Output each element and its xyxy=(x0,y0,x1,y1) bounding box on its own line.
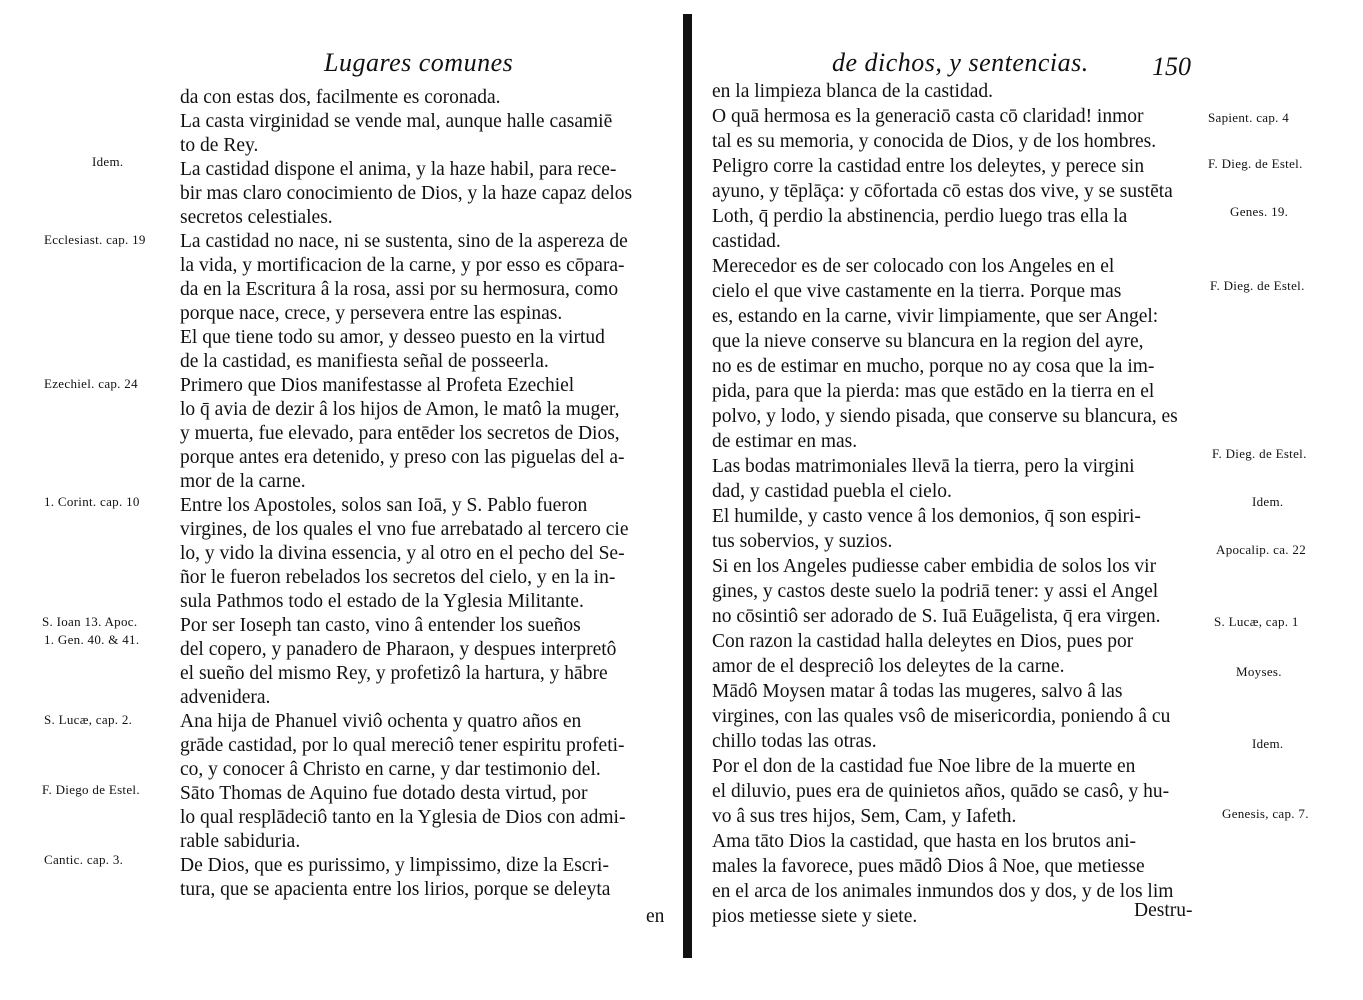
text-line: ayuno, y tēplāça: y cōfortada cō estas dos vive, y se sustēta xyxy=(712,181,1173,202)
text-line: en la limpieza blanca de la castidad. xyxy=(712,81,993,102)
margin-note: F. Dieg. de Estel. xyxy=(1210,278,1305,293)
text-line: Ana hija de Phanuel viviô ochenta y quatro años en xyxy=(180,711,582,732)
text-line: lo q̄ avia de dezir â los hijos de Amon, le matô la muger, xyxy=(180,399,620,420)
text-line: el sueño del mismo Rey, y profetizô la hartura, y hābre xyxy=(180,663,608,684)
page-number: 150 xyxy=(1152,52,1191,81)
text-line: dad, y castidad puebla el cielo. xyxy=(712,481,952,502)
text-line: cielo el que vive castamente en la tierra. Porque mas xyxy=(712,281,1122,302)
text-line: vo â sus tres hijos, Sem, Cam, y Iafeth. xyxy=(712,806,1017,827)
text-line: el diluvio, pues era de quinietos años, quādo se casô, y hu- xyxy=(712,781,1170,802)
text-line: lo qual resplādeciô tanto en la Yglesia de Dios con admi- xyxy=(180,807,626,828)
margin-note: S. Lucæ, cap. 1 xyxy=(1214,614,1299,629)
text-line: La castidad no nace, ni se sustenta, sino de la aspereza de xyxy=(180,231,628,252)
text-line: De Dios, que es purissimo, y limpissimo, dize la Escri- xyxy=(180,855,609,876)
margin-note: Moyses. xyxy=(1236,664,1282,679)
text-line: lo, y vido la divina essencia, y al otro en el pecho del Se- xyxy=(180,543,625,564)
text-line: ñor le fueron rebelados los secretos del cielo, y en la in- xyxy=(180,567,616,588)
margin-note: Genes. 19. xyxy=(1230,204,1289,219)
margin-note: F. Dieg. de Estel. xyxy=(1212,446,1307,461)
text-line: y muerta, fue elevado, para entēder los secretos de Dios, xyxy=(180,423,620,444)
text-line: El humilde, y casto vence â los demonios, q̄ son espiri- xyxy=(712,506,1141,527)
text-line: Peligro corre la castidad entre los deleytes, y perece sin xyxy=(712,156,1145,177)
text-line: pios metiesse siete y siete. xyxy=(712,906,918,927)
text-line: rable sabiduria. xyxy=(180,831,301,852)
text-line: da con estas dos, facilmente es coronada. xyxy=(180,87,501,108)
margin-note: Genesis, cap. 7. xyxy=(1222,806,1309,821)
text-line: sula Pathmos todo el estado de la Yglesia Militante. xyxy=(180,591,584,612)
text-line: que la nieve conserve su blancura en la region del ayre, xyxy=(712,331,1144,352)
text-line: La castidad dispone el anima, y la haze habil, para rece- xyxy=(180,159,617,180)
catchword: en xyxy=(646,906,665,927)
text-line: la vida, y mortificacion de la carne, y por esso es cōpara- xyxy=(180,255,625,276)
text-line: gines, y castos deste suelo la podriā tener: y assi el Angel xyxy=(712,581,1159,602)
text-line: secretos celestiales. xyxy=(180,207,333,228)
text-line: Por el don de la castidad fue Noe libre de la muerte en xyxy=(712,756,1136,777)
text-line: no es de estimar en mucho, porque no ay cosa que la im- xyxy=(712,356,1155,377)
text-line: co, y conocer â Christo en carne, y dar testimonio del. xyxy=(180,759,601,780)
text-line: virgines, de los quales el vno fue arrebatado al tercero cie xyxy=(180,519,629,540)
margin-note: Ecclesiast. cap. 19 xyxy=(44,232,146,247)
margin-note: F. Diego de Estel. xyxy=(42,782,140,797)
text-line: Ama tāto Dios la castidad, que hasta en los brutos ani- xyxy=(712,831,1137,852)
text-line: es, estando en la carne, vivir limpiamente, que ser Angel: xyxy=(712,306,1159,327)
text-line: Entre los Apostoles, solos san Ioā, y S. Pablo fueron xyxy=(180,495,588,516)
gutter-rule xyxy=(683,14,692,958)
text-line: Las bodas matrimoniales llevā la tierra, pero la virgini xyxy=(712,456,1135,477)
margin-note: 1. Gen. 40. & 41. xyxy=(44,632,140,647)
text-line: Mādô Moysen matar â todas las mugeres, salvo â las xyxy=(712,681,1123,702)
text-line: amor de el despreciô los deleytes de la carne. xyxy=(712,656,1065,677)
margin-note: F. Dieg. de Estel. xyxy=(1208,156,1303,171)
margin-note: S. Ioan 13. Apoc. xyxy=(42,614,138,629)
margin-note: Sapient. cap. 4 xyxy=(1208,110,1290,125)
text-line: Primero que Dios manifestasse al Profeta Ezechiel xyxy=(180,375,575,396)
right-page xyxy=(700,0,1363,1000)
text-line: de la castidad, es manifiesta señal de posseerla. xyxy=(180,351,549,372)
text-line: Si en los Angeles pudiesse caber embidia de solos los vir xyxy=(712,556,1157,577)
text-line: Por ser Ioseph tan casto, vino â entender los sueños xyxy=(180,615,581,636)
text-line: del copero, y panadero de Pharaon, y despues interpretô xyxy=(180,639,617,660)
text-line: Sāto Thomas de Aquino fue dotado desta virtud, por xyxy=(180,783,588,804)
margin-note: 1. Corint. cap. 10 xyxy=(44,494,140,509)
text-line: Merecedor es de ser colocado con los Angeles en el xyxy=(712,256,1115,277)
margin-note: Idem. xyxy=(1252,736,1284,751)
text-line: to de Rey. xyxy=(180,135,259,156)
text-line: pida, para que la pierda: mas que estādo en la tierra en el xyxy=(712,381,1155,402)
text-line: tura, que se apacienta entre los lirios, porque se deleyta xyxy=(180,879,611,900)
text-line: porque nace, crece, y persevera entre las espinas. xyxy=(180,303,563,324)
left-running-head: Lugares comunes xyxy=(324,48,514,77)
text-line: advenidera. xyxy=(180,687,271,708)
text-line: Con razon la castidad halla deleytes en Dios, pues por xyxy=(712,631,1134,652)
text-line: porque antes era detenido, y preso con las piguelas del a- xyxy=(180,447,625,468)
margin-note: Ezechiel. cap. 24 xyxy=(44,376,138,391)
right-running-head: de dichos, y sentencias. xyxy=(832,48,1089,77)
text-line: polvo, y lodo, y siendo pisada, que conserve su blancura, es xyxy=(712,406,1178,427)
margin-note: Apocalip. ca. 22 xyxy=(1216,542,1306,557)
catchword: Destru- xyxy=(1134,900,1193,921)
text-line: males la favorece, pues mādô Dios â Noe, que metiesse xyxy=(712,856,1145,877)
text-line: de estimar en mas. xyxy=(712,431,858,452)
text-line: Loth, q̄ perdio la abstinencia, perdio luego tras ella la xyxy=(712,206,1128,227)
text-line: tal es su memoria, y conocida de Dios, y de los hombres. xyxy=(712,131,1157,152)
text-line: no cōsintiô ser adorado de S. Iuā Euāgelista, q̄ era virgen. xyxy=(712,606,1161,627)
text-line: mor de la carne. xyxy=(180,471,306,492)
text-line: castidad. xyxy=(712,231,781,252)
left-page xyxy=(0,0,680,1000)
text-line: La casta virginidad se vende mal, aunque halle casamiē xyxy=(180,111,613,132)
text-line: da en la Escritura â la rosa, assi por su hermosura, como xyxy=(180,279,619,300)
text-line: chillo todas las otras. xyxy=(712,731,877,752)
text-line: grāde castidad, por lo qual mereciô tener espiritu profeti- xyxy=(180,735,625,756)
text-line: en el arca de los animales inmundos dos y dos, y de los lim xyxy=(712,881,1174,902)
margin-note: S. Lucæ, cap. 2. xyxy=(44,712,133,727)
margin-note: Idem. xyxy=(1252,494,1284,509)
margin-note: Cantic. cap. 3. xyxy=(44,852,124,867)
text-line: tus sobervios, y suzios. xyxy=(712,531,893,552)
text-line: bir mas claro conocimiento de Dios, y la haze capaz delos xyxy=(180,183,633,204)
text-line: O quā hermosa es la generaciō casta cō claridad! inmor xyxy=(712,106,1144,127)
text-line: virgines, con las quales vsô de misericordia, poniendo â cu xyxy=(712,706,1171,727)
text-line: El que tiene todo su amor, y desseo puesto en la virtud xyxy=(180,327,605,348)
margin-note: Idem. xyxy=(92,154,124,169)
